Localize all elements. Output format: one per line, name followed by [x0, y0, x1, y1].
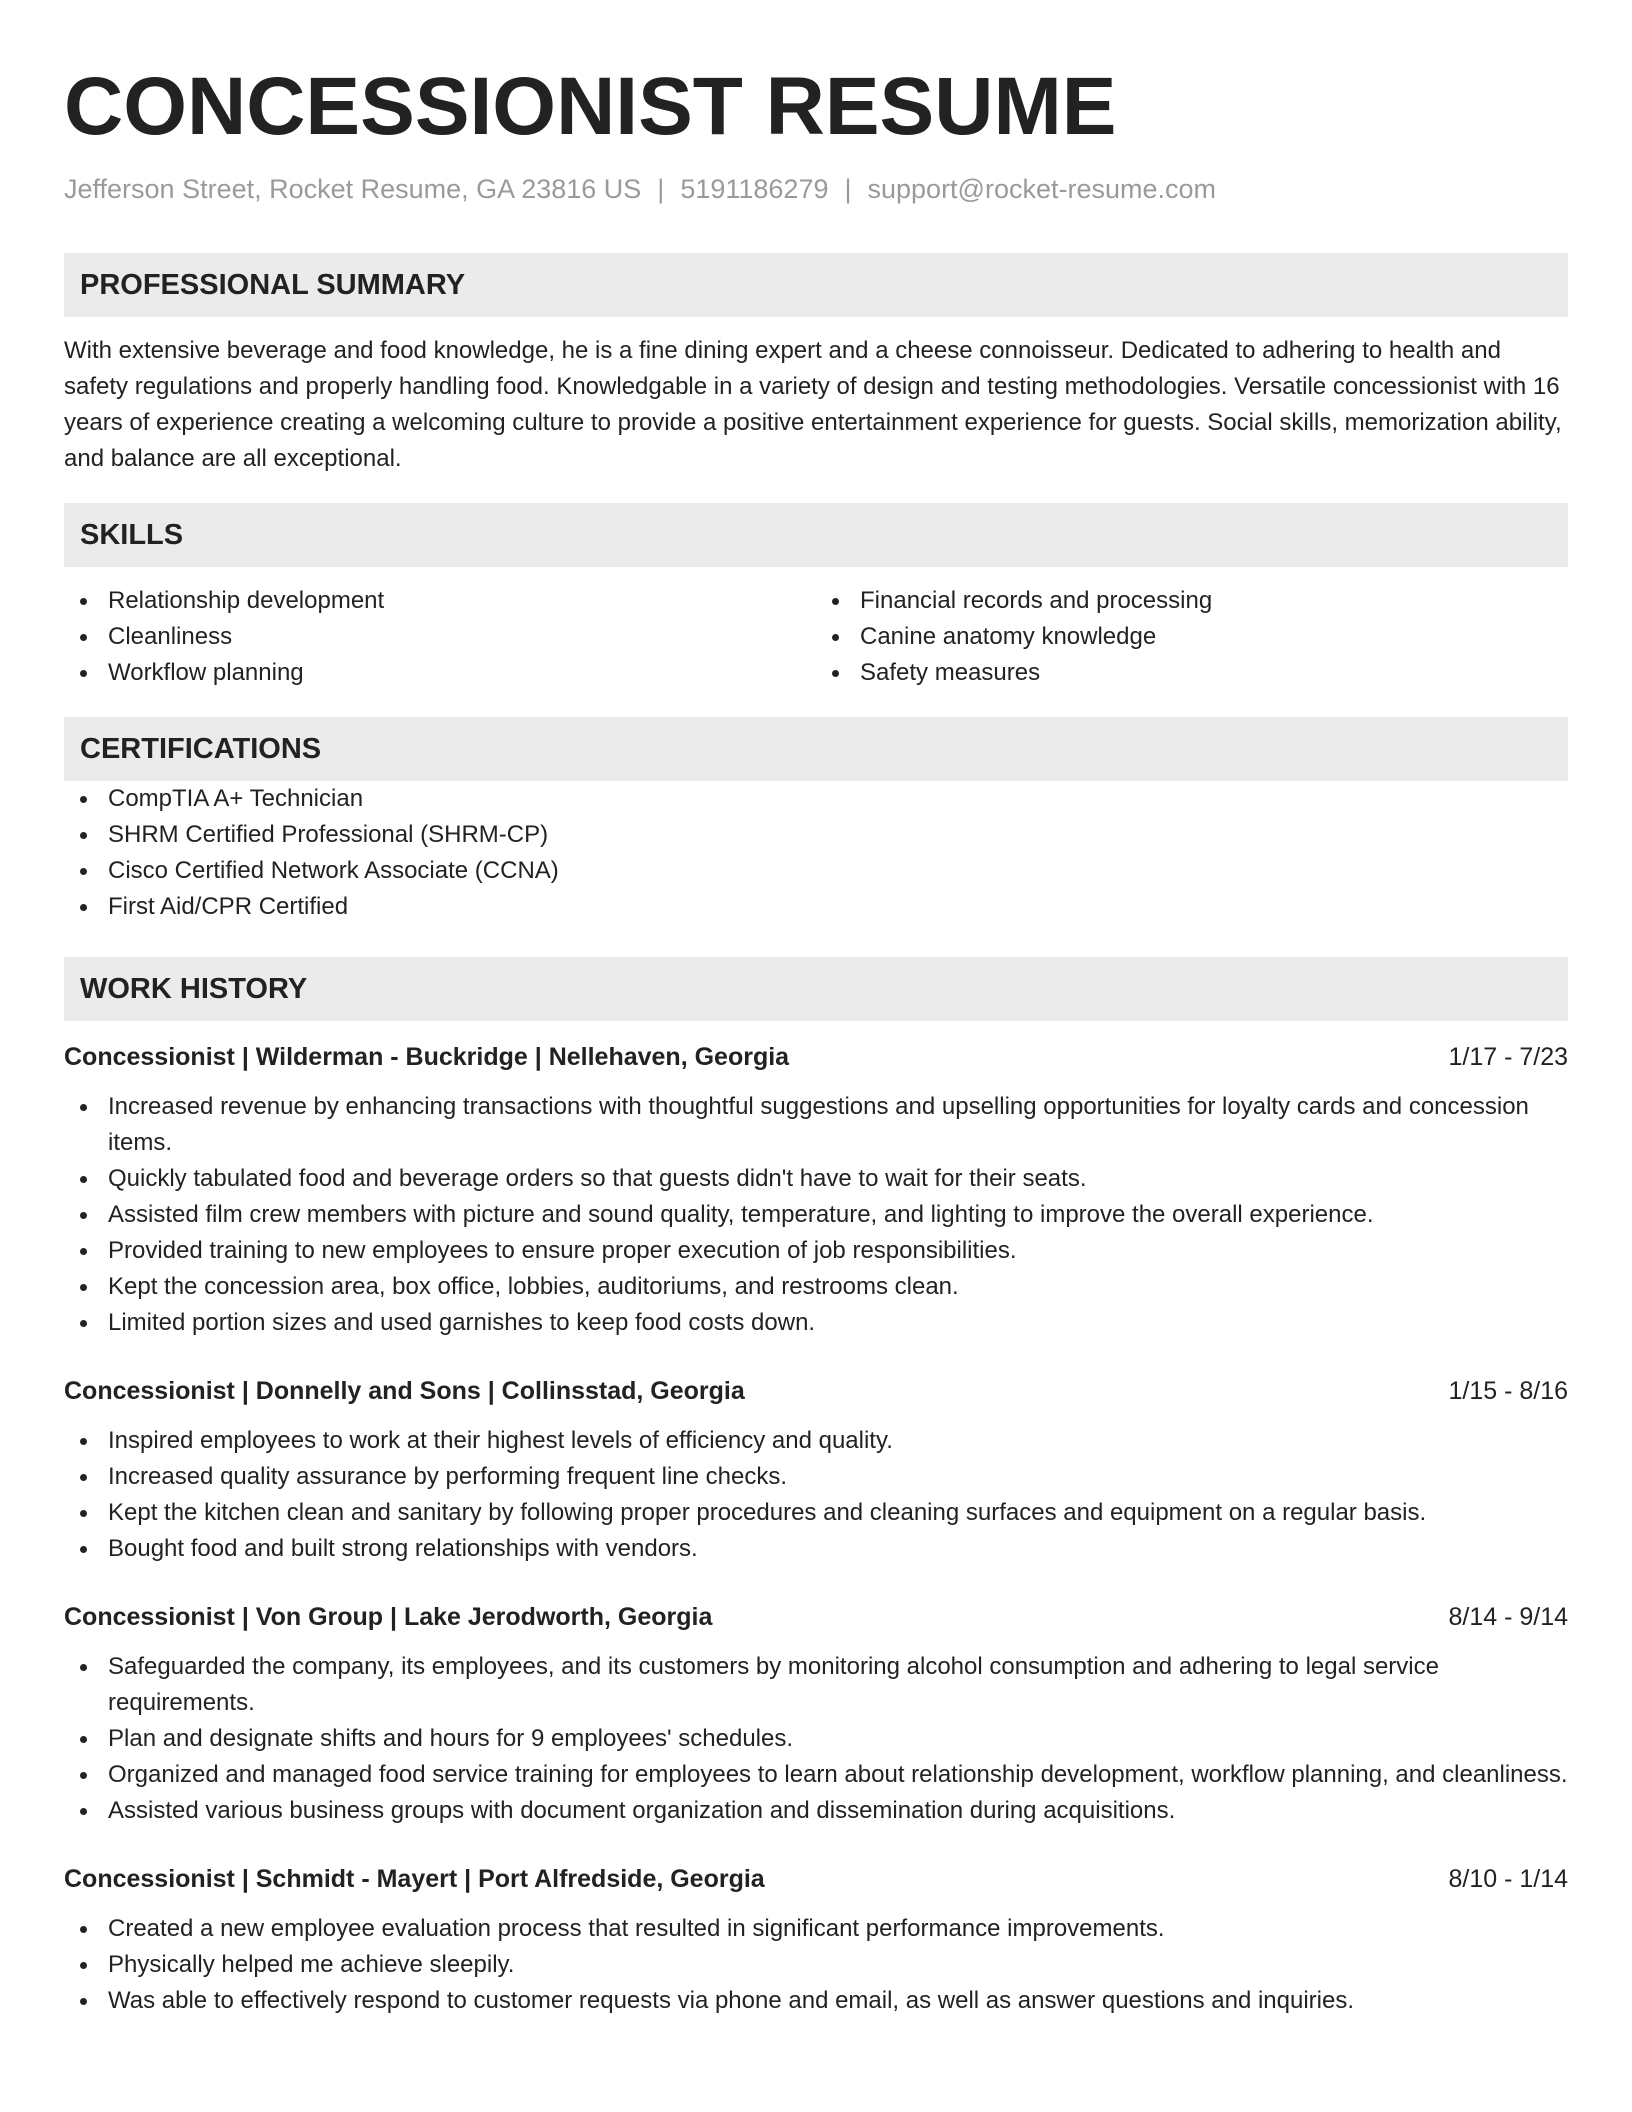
certification-item: First Aid/CPR Certified — [64, 889, 1568, 925]
resume-title: CONCESSIONIST RESUME — [64, 61, 1117, 152]
job-bullet: Increased revenue by enhancing transactions with thoughtful suggestions and upselling opportunities for loyalty cards and concession items. — [64, 1089, 1568, 1161]
summary-text: With extensive beverage and food knowledge, he is a fine dining expert and a cheese connoisseur. Dedicated to adhering to health and safety regulations and properly handling food. Knowledgable in a variety of design and testing methodologies. Versatile concessionist with 16 years of experience creating a welcoming culture to provide a positive entertainment experience for guests. Social skills, memorization ability, and balance are all exceptional. — [64, 337, 1562, 472]
skills-column-left — [64, 583, 816, 691]
job-bullet: Limited portion sizes and used garnishes to keep food costs down. — [64, 1305, 1568, 1341]
job-bullet: Increased quality assurance by performing frequent line checks. — [64, 1459, 1568, 1495]
section-header-skills: SKILLS — [64, 503, 1568, 567]
job-dates: 8/10 - 1/14 — [1448, 1865, 1568, 1893]
job-dates: 1/15 - 8/16 — [1448, 1377, 1568, 1405]
job-bullet: Bought food and built strong relationships with vendors. — [64, 1531, 1568, 1567]
job-bullets — [64, 1911, 1568, 2019]
skill-item: Canine anatomy knowledge — [816, 619, 1568, 655]
skill-item: Financial records and processing — [816, 583, 1568, 619]
job-title: Concessionist | Donnelly and Sons | Collinsstad, Georgia — [64, 1377, 745, 1405]
section-header-summary: PROFESSIONAL SUMMARY — [64, 253, 1568, 317]
job-bullets — [64, 1649, 1568, 1829]
skills-column-right — [816, 583, 1568, 691]
job-bullet: Kept the concession area, box office, lobbies, auditoriums, and restrooms clean. — [64, 1269, 1568, 1305]
job-bullet: Created a new employee evaluation process that resulted in significant performance improvements. — [64, 1911, 1568, 1947]
job-bullet: Inspired employees to work at their highest levels of efficiency and quality. — [64, 1423, 1568, 1459]
job-title: Concessionist | Schmidt - Mayert | Port Alfredside, Georgia — [64, 1865, 765, 1893]
job-bullet: Assisted film crew members with picture and sound quality, temperature, and lighting to improve the overall experience. — [64, 1197, 1568, 1233]
job-bullet: Plan and designate shifts and hours for 9 employees' schedules. — [64, 1721, 1568, 1757]
job-bullet: Was able to effectively respond to customer requests via phone and email, as well as answer questions and inquiries. — [64, 1983, 1568, 2019]
contact-line — [64, 174, 1568, 205]
contact-email: support@rocket-resume.com — [867, 174, 1217, 204]
job-bullet: Quickly tabulated food and beverage orders so that guests didn't have to wait for their seats. — [64, 1161, 1568, 1197]
job-bullet: Assisted various business groups with document organization and dissemination during acquisitions. — [64, 1793, 1568, 1829]
job-entry — [64, 1039, 1568, 1341]
skill-item: Cleanliness — [64, 619, 816, 655]
job-entry — [64, 1861, 1568, 2019]
contact-separator: | — [844, 174, 852, 204]
job-entry — [64, 1373, 1568, 1567]
job-header — [64, 1861, 1568, 1897]
job-dates: 1/17 - 7/23 — [1448, 1043, 1568, 1071]
job-header — [64, 1373, 1568, 1409]
job-bullets — [64, 1423, 1568, 1567]
contact-phone: 5191186279 — [680, 174, 829, 204]
contact-address: Jefferson Street, Rocket Resume, GA 23816 US — [64, 174, 642, 204]
skill-item: Safety measures — [816, 655, 1568, 691]
job-bullet: Physically helped me achieve sleepily. — [64, 1947, 1568, 1983]
certifications-list — [64, 781, 1568, 925]
skills-grid — [64, 583, 1568, 691]
job-header — [64, 1599, 1568, 1635]
certification-item: SHRM Certified Professional (SHRM-CP) — [64, 817, 1568, 853]
job-header — [64, 1039, 1568, 1075]
job-bullet: Provided training to new employees to ensure proper execution of job responsibilities. — [64, 1233, 1568, 1269]
job-bullet: Kept the kitchen clean and sanitary by following proper procedures and cleaning surfaces and equipment on a regular basis. — [64, 1495, 1568, 1531]
job-title: Concessionist | Von Group | Lake Jerodworth, Georgia — [64, 1603, 713, 1631]
section-header-work-history: WORK HISTORY — [64, 957, 1568, 1021]
certification-item: CompTIA A+ Technician — [64, 781, 1568, 817]
job-bullets — [64, 1089, 1568, 1341]
skill-item: Relationship development — [64, 583, 816, 619]
job-bullet: Organized and managed food service training for employees to learn about relationship development, workflow planning, and cleanliness. — [64, 1757, 1568, 1793]
job-entry — [64, 1599, 1568, 1829]
contact-separator: | — [657, 174, 665, 204]
job-bullet: Safeguarded the company, its employees, and its customers by monitoring alcohol consumption and adhering to legal service requirements. — [64, 1649, 1568, 1721]
section-header-certifications: CERTIFICATIONS — [64, 717, 1568, 781]
job-dates: 8/14 - 9/14 — [1448, 1603, 1568, 1631]
job-title: Concessionist | Wilderman - Buckridge | Nellehaven, Georgia — [64, 1043, 790, 1071]
certification-item: Cisco Certified Network Associate (CCNA) — [64, 853, 1568, 889]
skill-item: Workflow planning — [64, 655, 816, 691]
